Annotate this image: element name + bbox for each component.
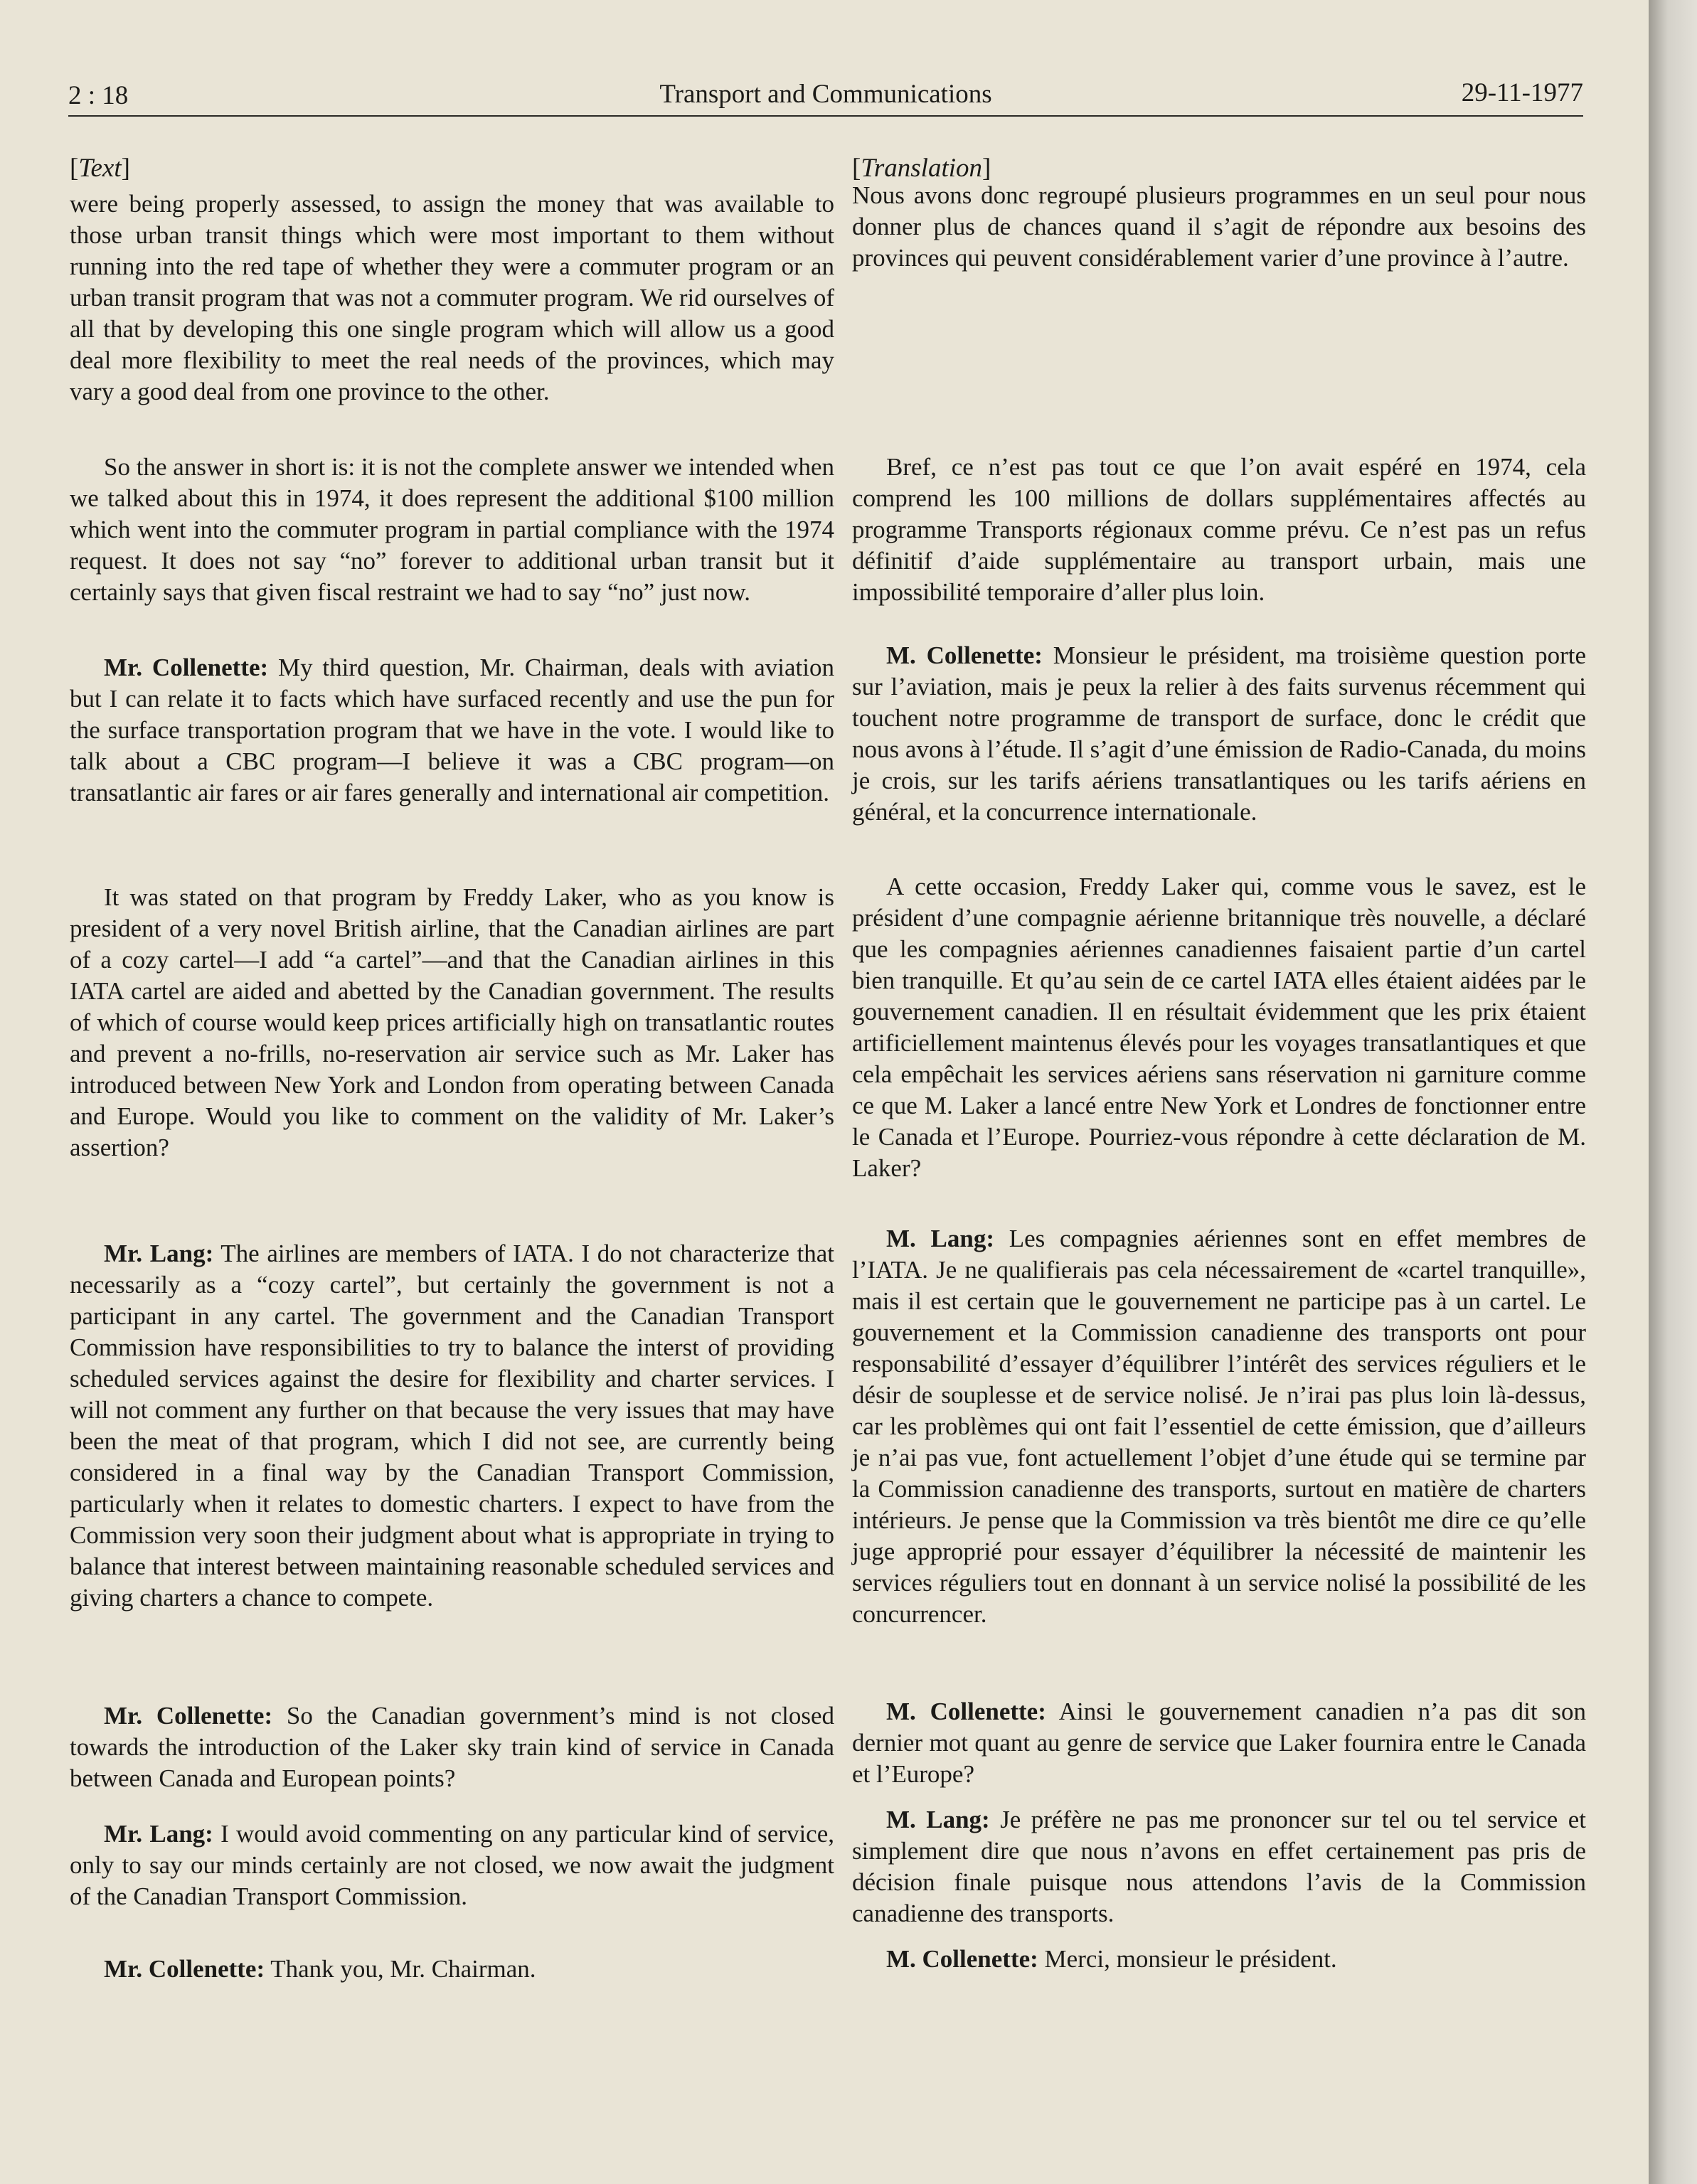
fr-paragraph: M. Lang: Je préfère ne pas me prononcer sur tel ou tel service et simplement dire que nous n’avons en effet certainement pas pris de décision finale puisque nous attendons l’avis de la Commission canadienne des transports. bbox=[852, 1806, 1586, 1927]
speaker-name: M. Collenette: bbox=[886, 1698, 1046, 1725]
en-paragraph: Mr. Collenette: So the Canadian government’s mind is not closed towards the introduction of the Laker sky train kind of service in Canada between Canada and European points? bbox=[70, 1702, 834, 1792]
header-date: 29-11-1977 bbox=[1461, 78, 1583, 107]
page-edge bbox=[1649, 0, 1697, 2184]
speaker-name: Mr. Lang: bbox=[104, 1820, 213, 1848]
fr-paragraph: Bref, ce n’est pas tout ce que l’on avait espéré en 1974, cela comprend les 100 millions de dollars supplémentaires affectés au programme Transports régionaux comme prévu. Ce n’est pas un refus définitif d’aide supplémentaire au transport urbain, mais une impossibilité temporaire d’aller plus loin. bbox=[852, 453, 1586, 606]
en-paragraph: So the answer in short is: it is not the complete answer we intended when we talked about this in 1974, it does represent the additional $100 million which went into the commuter program in partial compliance with the 1974 request. It does not say “no” forever to additional urban transit but it certainly says that given fiscal restraint we had to say “no” just now. bbox=[70, 453, 834, 606]
page-number: 2 : 18 bbox=[68, 81, 129, 110]
french-tag: [Translation] bbox=[852, 154, 991, 183]
en-paragraph: It was stated on that program by Freddy Laker, who as you know is president of a very novel British airline, that the Canadian airlines are part of a cozy cartel—I add “a cartel”—and that the Canadian airlines in this IATA cartel are aided and abetted by the Canadian government. The results of which of course would keep prices artificially high on transatlantic routes and prevent a no-frills, no-reservation air service such as Mr. Laker has introduced between New York and London from operating between Canada and Europe. Would you like to comment on the validity of Mr. Laker’s assertion? bbox=[70, 883, 834, 1161]
en-paragraph: Mr. Collenette: Thank you, Mr. Chairman. bbox=[104, 1955, 536, 1983]
header-title: Transport and Communications bbox=[659, 80, 992, 109]
en-paragraph: Mr. Collenette: My third question, Mr. Chairman, deals with aviation but I can relate it to facts which have surfaced recently and use the pun for the surface transportation program that we have in the vote. I would like to talk about a CBC program—I believe it was a CBC program—on transatlantic air fares or air fares generally and international air competition. bbox=[70, 654, 834, 806]
speaker-name: Mr. Lang: bbox=[104, 1240, 214, 1267]
fr-paragraph: M. Collenette: Ainsi le gouvernement canadien n’a pas dit son dernier mot quant au genre de service que Laker fournira entre le Canada et l’Europe? bbox=[852, 1698, 1587, 1788]
en-paragraph: Mr. Lang: I would avoid commenting on any particular kind of service, only to say our minds certainly are not closed, we now await the judgment of the Canadian Transport Commission. bbox=[70, 1820, 834, 1910]
fr-paragraph: M. Collenette: Monsieur le président, ma troisième question porte sur l’aviation, mais je peux la relier à des faits survenus récemment qui touchent notre programme de transport de surface, donc le crédit que nous avons à l’étude. Il s’agit d’une émission de Radio-Canada, du moins je crois, sur les tarifs aériens transatlantiques ou les tarifs aériens en général, et la concurrence internationale. bbox=[852, 641, 1586, 826]
fr-paragraph: M. Lang: Les compagnies aériennes sont en effet membres de l’IATA. Je ne qualifierais pas cela nécessairement de «cartel tranquille», mais il est certain que le gouvernement ne participe pas à un cartel. Le gouvernement et la Commission canadienne des transports ont pour responsabilité d’essayer d’équilibrer l’intérêt des services réguliers et le désir de souplesse et de service nolisé. Je n’irai pas plus loin là-dessus, car les problèmes qui ont fait l’essentiel de cette émission, que d’ailleurs je n’ai pas vue, font actuellement l’objet d’une étude qui se termine par la Commission canadienne des transports, surtout en matière de charters intérieurs. Je pense que la Commission va très bientôt me dire ce qu’elle juge approprié pour essayer d’équilibrer la nécessité de maintenir les services réguliers tout en donnant à un service nolisé la possibilité de les concurrencer. bbox=[852, 1225, 1587, 1628]
speaker-name: M. Lang: bbox=[886, 1806, 990, 1833]
speaker-name: M. Collenette: bbox=[886, 641, 1043, 669]
en-paragraph: were being properly assessed, to assign the money that was available to those urban transit things which were most important to them without running into the red tape of whether they were a commuter program or an urban transit program that was not a commuter program. We rid ourselves of all that by developing this one single program which will allow us a good deal more flexibility to meet the real needs of the provinces, which may vary a good deal from one province to the other. bbox=[70, 190, 834, 405]
speaker-name: Mr. Collenette: bbox=[104, 1955, 265, 1983]
fr-paragraph: Nous avons donc regroupé plusieurs programmes en un seul pour nous donner plus de chances quand il s’agit de répondre aux besoins des provinces qui peuvent considérablement varier d’une province à l’autre. bbox=[852, 181, 1586, 272]
english-tag: [Text] bbox=[70, 154, 130, 183]
page-header bbox=[68, 68, 1583, 117]
speaker-name: Mr. Collenette: bbox=[104, 1702, 273, 1730]
english-column bbox=[70, 153, 834, 1983]
fr-paragraph: A cette occasion, Freddy Laker qui, comme vous le savez, est le président d’une compagnie aérienne britannique très nouvelle, a déclaré que les compagnies aériennes canadiennes faisaient partie d’un cartel bien tranquille. Et qu’au sein de ce cartel IATA elles étaient aidées par le gouvernement canadien. Il en résultait évidemment que les prix étaient artificiellement maintenus élevés pour les voyages transatlantiques et que cela empêchait les services aériens sans réservation ni garniture comme ce que M. Laker a lancé entre New York et Londres de fonctionner entre le Canada et l’Europe. Pourriez-vous répondre à cette déclaration de M. Laker? bbox=[852, 873, 1586, 1182]
speaker-name: M. Collenette: bbox=[886, 1945, 1038, 1973]
french-column bbox=[852, 153, 1587, 1973]
en-paragraph: Mr. Lang: The airlines are members of IATA. I do not characterize that necessarily as a “cozy cartel”, but certainly the government is not a participant in any cartel. The government and the Canadian Transport Commission have responsibilities to try to balance the interst of providing scheduled services against the desire for flexibility and charter services. I will not comment any further on that because the very issues that may have been the meat of that program, which I did not see, are currently being considered in a final way by the Canadian Transport Commission, particularly when it relates to domestic charters. I expect to have from the Commission very soon their judgment about what is appropriate in trying to balance that interest between maintaining reasonable scheduled services and giving charters a chance to compete. bbox=[70, 1240, 834, 1612]
fr-paragraph: M. Collenette: Merci, monsieur le président. bbox=[886, 1945, 1337, 1973]
speaker-name: Mr. Collenette: bbox=[104, 654, 269, 681]
speaker-name: M. Lang: bbox=[886, 1225, 994, 1252]
